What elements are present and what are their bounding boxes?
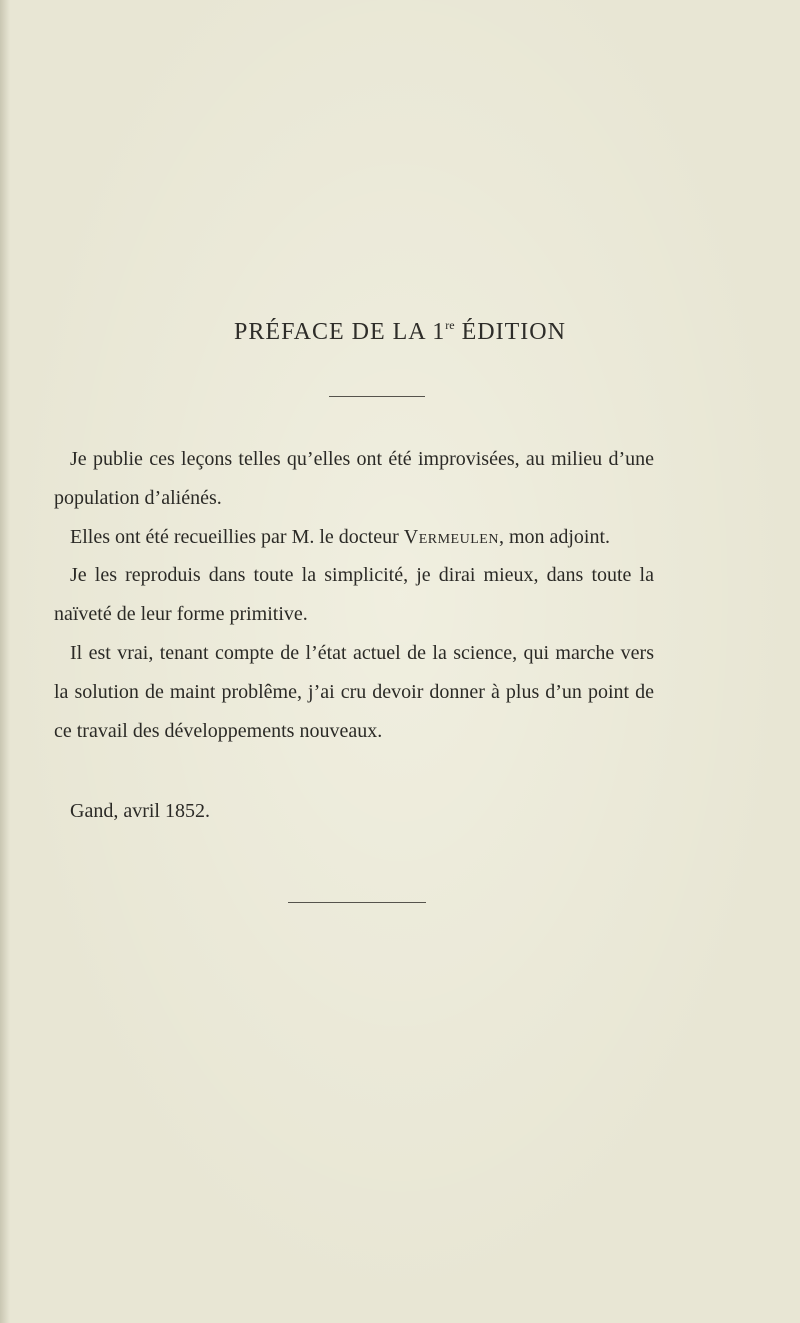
paragraph-3: Je les reproduis dans toute la simplicité, je dirai mieux, dans toute la naïveté de leur forme primitive.: [54, 564, 654, 626]
title-ordinal-superscript: re: [445, 318, 455, 332]
author-name: Vermeulen: [403, 525, 499, 548]
paragraph-4: Il est vrai, tenant compte de l’état actuel de la science, qui marche vers la solution de maint problême, j’ai cru devoir donner à plus d’un point de ce travail des développements nouveaux.: [54, 641, 654, 742]
place-date-signoff: Gand, avril 1852.: [70, 800, 210, 822]
paragraph-1: Je publie ces leçons telles qu’elles ont été improvisées, au milieu d’une population d’aliénés.: [54, 448, 654, 509]
title-suffix: ÉDITION: [454, 319, 566, 345]
closing-divider: [288, 902, 426, 903]
title-prefix: PRÉFACE DE LA 1: [234, 319, 446, 345]
title-divider: [329, 396, 425, 397]
page-spine-shadow: [0, 0, 10, 1323]
page-title: [0, 318, 800, 346]
preface-body: [54, 440, 654, 750]
paragraph-2: [54, 518, 654, 557]
paragraph-2-before: Elles ont été recueillies par M. le docteur: [70, 525, 404, 548]
paragraph-2-after: , mon adjoint.: [498, 525, 611, 548]
